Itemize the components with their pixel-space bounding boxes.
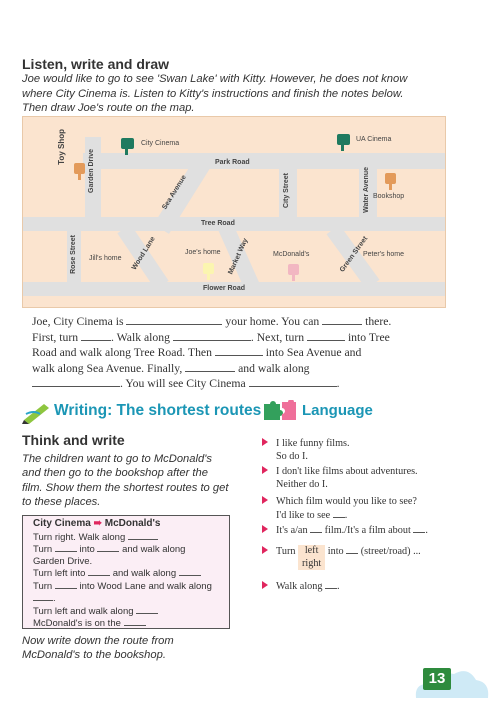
blank[interactable]: [322, 314, 362, 325]
notes-paragraph: Joe, City Cinema is your home. You can there. First, turn . Walk along . Next, turn into Tree Road and walk along Tree Road. Then into Sea Avenue and walk along Sea Avenue. Finally, and walk along . You will see City Cinema .: [32, 315, 392, 390]
blank[interactable]: [215, 345, 263, 356]
section-title-language: Language: [302, 402, 373, 419]
blank[interactable]: [173, 330, 251, 341]
listen-instructions: [22, 72, 442, 116]
pencil-icon: [22, 400, 52, 424]
label-city-cinema: City Cinema: [141, 140, 180, 147]
bullet-triangle-icon: [262, 581, 268, 589]
label-jills-home: Jill's home: [89, 255, 122, 262]
ua-cinema-marker[interactable]: [337, 134, 350, 145]
language-item: Turn left right into (street/road) ...: [262, 545, 421, 570]
label-joes-home: Joe's home: [185, 249, 221, 256]
instruction-line: and then go to the bookshop after the: [22, 467, 208, 480]
blank[interactable]: [179, 567, 201, 576]
bullet-triangle-icon: [262, 438, 268, 446]
bullet-triangle-icon: [262, 496, 268, 504]
blank[interactable]: [333, 509, 345, 518]
label-garden-drive: Garden Drive: [88, 149, 95, 193]
street-map[interactable]: [22, 116, 446, 308]
arrow-right-icon: ➠: [93, 518, 102, 529]
instruction-line: where City Cinema is. Listen to Kitty's instructions and finish the notes below.: [22, 87, 404, 100]
blank[interactable]: [32, 376, 120, 387]
footer-line: Now write down the route from: [22, 635, 174, 647]
bullet-triangle-icon: [262, 466, 268, 474]
toy-shop-marker[interactable]: [74, 163, 85, 174]
bullet-triangle-icon: [262, 546, 268, 554]
label-rose-street: Rose Street: [70, 235, 77, 274]
blank[interactable]: [55, 580, 77, 589]
instruction-line: Then draw Joe's route on the map.: [22, 102, 195, 114]
puzzle-icon: [262, 400, 298, 422]
label-water-avenue: Water Avenue: [363, 167, 370, 213]
section-title-writing: Writing: The shortest routes: [54, 402, 262, 419]
blank[interactable]: [307, 330, 345, 341]
instruction-line: Joe would like to go to see 'Swan Lake' with Kitty. However, he does not know: [22, 73, 408, 85]
footer-line: McDonald's to the bookshop.: [22, 649, 166, 662]
section-title-think: Think and write: [22, 432, 125, 448]
label-mcdonalds: McDonald's: [273, 251, 310, 258]
blank[interactable]: [97, 543, 119, 552]
joes-home-marker[interactable]: [203, 263, 214, 274]
blank[interactable]: [81, 330, 111, 341]
blank[interactable]: [185, 361, 235, 372]
blank[interactable]: [124, 617, 146, 626]
instruction-line: to these places.: [22, 495, 101, 508]
label-green-street: Green Street: [338, 235, 370, 274]
language-item: I like funny films. So do I.: [262, 438, 350, 463]
mcdonalds-marker[interactable]: [288, 264, 299, 275]
label-bookshop: Bookshop: [373, 193, 405, 200]
blank[interactable]: [136, 605, 158, 614]
instruction-line: film. Show them the shortest routes to get: [22, 481, 229, 494]
think-instructions: [22, 452, 242, 509]
label-park-road: Park Road: [215, 159, 250, 166]
language-item: Walk along .: [262, 580, 340, 594]
label-city-street: City Street: [283, 173, 290, 209]
label-ua-cinema: UA Cinema: [356, 136, 392, 143]
bookshop-marker[interactable]: [385, 173, 396, 184]
label-market-way: Market Way: [227, 237, 250, 276]
section-title-listen: Listen, write and draw: [22, 56, 170, 72]
blank[interactable]: [126, 314, 222, 325]
route-notes-box: City Cinema ➠ McDonald's Turn right. Walk along Turn into and walk along Garden Drive. Turn left into and walk along Turn into Wood Lane and walk along . Turn left and walk along McDonald's is on the: [22, 515, 230, 629]
blank[interactable]: [33, 592, 53, 601]
bullet-triangle-icon: [262, 525, 268, 533]
label-wood-lane: Wood Lane: [130, 235, 157, 272]
blank[interactable]: [55, 543, 77, 552]
label-toy-shop: Toy Shop: [57, 129, 66, 165]
label-flower-road: Flower Road: [203, 285, 246, 292]
blank[interactable]: [346, 545, 358, 554]
language-item: Which film would you like to see? I'd like to see .: [262, 496, 417, 522]
blank[interactable]: [249, 376, 337, 387]
blank[interactable]: [413, 524, 425, 533]
direction-choice: left right: [298, 545, 325, 570]
blank[interactable]: [310, 524, 322, 533]
route-notes-title: City Cinema ➠ McDonald's: [33, 518, 161, 529]
label-sea-avenue: Sea Avenue: [161, 174, 188, 211]
blank[interactable]: [128, 531, 158, 540]
blank[interactable]: [88, 567, 110, 576]
language-item: I don't like films about adventures. Neither do I.: [262, 466, 418, 491]
instruction-line: The children want to go to McDonald's: [22, 453, 212, 465]
think-footer: [22, 634, 242, 663]
label-tree-road: Tree Road: [201, 220, 235, 227]
blank[interactable]: [325, 580, 337, 589]
city-cinema-marker[interactable]: [121, 138, 134, 149]
page-number: 13: [423, 668, 451, 690]
park-road-strip: [83, 153, 445, 169]
label-peters-home: Peter's home: [363, 251, 405, 258]
language-item: It's a/an film./It's a film about .: [262, 524, 428, 538]
